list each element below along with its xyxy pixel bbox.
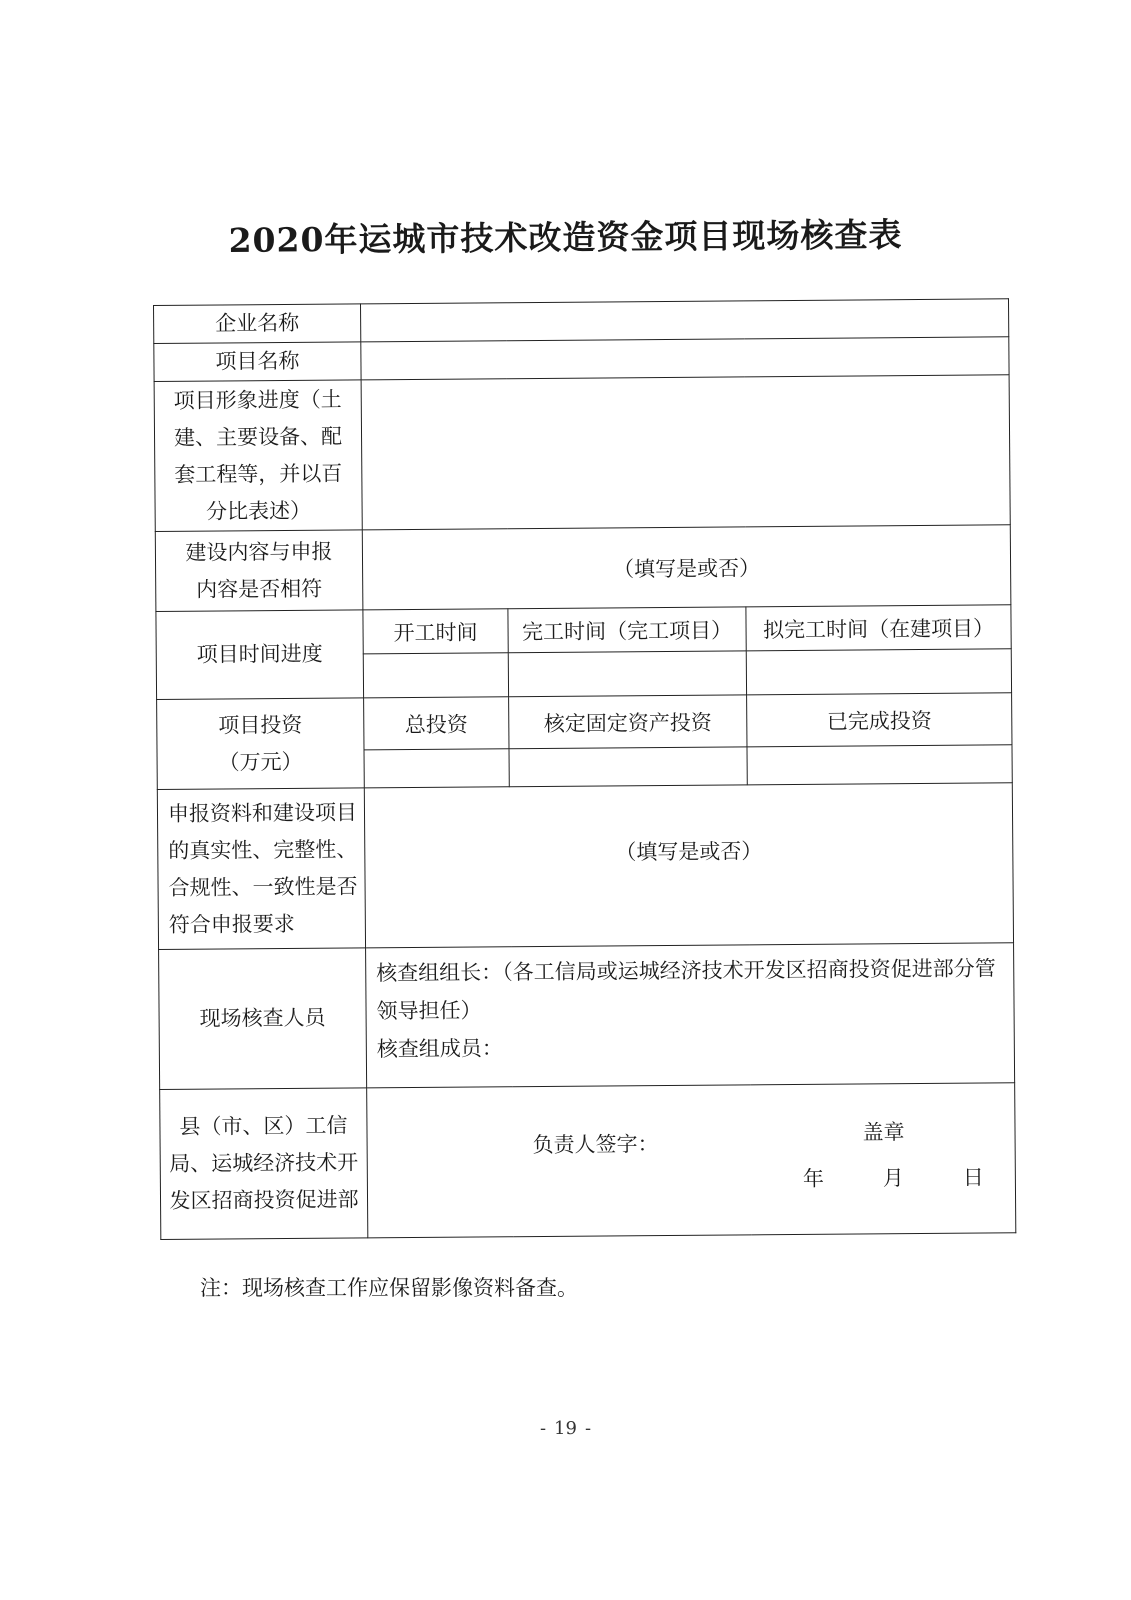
inspection-members-text: 核查组成员： (376, 1036, 503, 1062)
content-consistency-field[interactable]: （填写是或否） (362, 525, 1011, 610)
planned-completion-field[interactable] (746, 649, 1011, 695)
seal-label: 盖章 (862, 1120, 905, 1145)
inspection-staff-field[interactable] (366, 943, 1015, 1088)
inspection-form-table (153, 298, 1016, 1240)
project-name-field[interactable] (361, 337, 1009, 380)
image-progress-label: 项目形象进度（土建、主要设备、配套工程等，并以百分比表述） (154, 380, 362, 532)
fixed-asset-investment-header: 核定固定资产投资 (509, 695, 747, 749)
company-name-label: 企业名称 (154, 304, 361, 344)
completed-investment-header: 已完成投资 (747, 693, 1012, 747)
page-number-value: 19 (554, 1418, 577, 1439)
investment-label (157, 698, 365, 790)
document-title: 2020年运城市技术改造资金项目现场核查表 (228, 215, 903, 260)
signature-label: 负责人签字： (532, 1132, 659, 1158)
start-time-header: 开工时间 (363, 609, 508, 654)
inspection-leader-text: 核查组组长：（各工信局或运城经济技术开发区招商投资促进部分管领导担任） (376, 956, 996, 1024)
authenticity-label: 申报资料和建设项目的真实性、完整性、合规性、一致性是否符合申报要求 (157, 788, 365, 950)
total-investment-field[interactable] (364, 749, 509, 788)
month-label: 月 (882, 1166, 904, 1191)
row-investment-headers (157, 693, 1012, 752)
row-authenticity (157, 783, 1013, 950)
inspection-staff-label: 现场核查人员 (159, 948, 367, 1090)
completed-investment-field[interactable] (747, 745, 1012, 785)
year-label: 年 (802, 1166, 824, 1191)
approval-label: 县（市、区）工信局、运城经济技术开发区招商投资促进部 (160, 1088, 368, 1240)
approval-signature-field[interactable] (367, 1083, 1016, 1238)
investment-label-line2: （万元） (218, 749, 303, 774)
row-content-consistency (155, 525, 1011, 612)
completion-time-field[interactable] (508, 651, 746, 697)
day-label: 日 (962, 1165, 984, 1190)
fixed-asset-investment-field[interactable] (509, 747, 747, 787)
start-time-field[interactable] (363, 653, 508, 698)
investment-label-line1: 项目投资 (218, 712, 303, 737)
project-name-label: 项目名称 (154, 342, 361, 382)
image-progress-field[interactable] (361, 375, 1010, 530)
row-inspection-staff (159, 943, 1015, 1090)
authenticity-field[interactable]: （填写是或否） (364, 783, 1013, 948)
total-investment-header: 总投资 (364, 697, 509, 750)
schedule-label: 项目时间进度 (156, 610, 364, 700)
footnote: 注：现场核查工作应保留影像资料备查。 (200, 1276, 578, 1300)
completion-time-header: 完工时间（完工项目） (508, 607, 746, 653)
row-schedule-headers (156, 605, 1011, 656)
company-name-field[interactable] (360, 299, 1008, 342)
planned-completion-header: 拟完工时间（在建项目） (746, 605, 1011, 651)
row-approval (160, 1083, 1016, 1240)
row-image-progress (154, 375, 1010, 532)
content-consistency-label: 建设内容与申报内容是否相符 (155, 530, 363, 612)
page-number: - 19 - (539, 1418, 592, 1439)
